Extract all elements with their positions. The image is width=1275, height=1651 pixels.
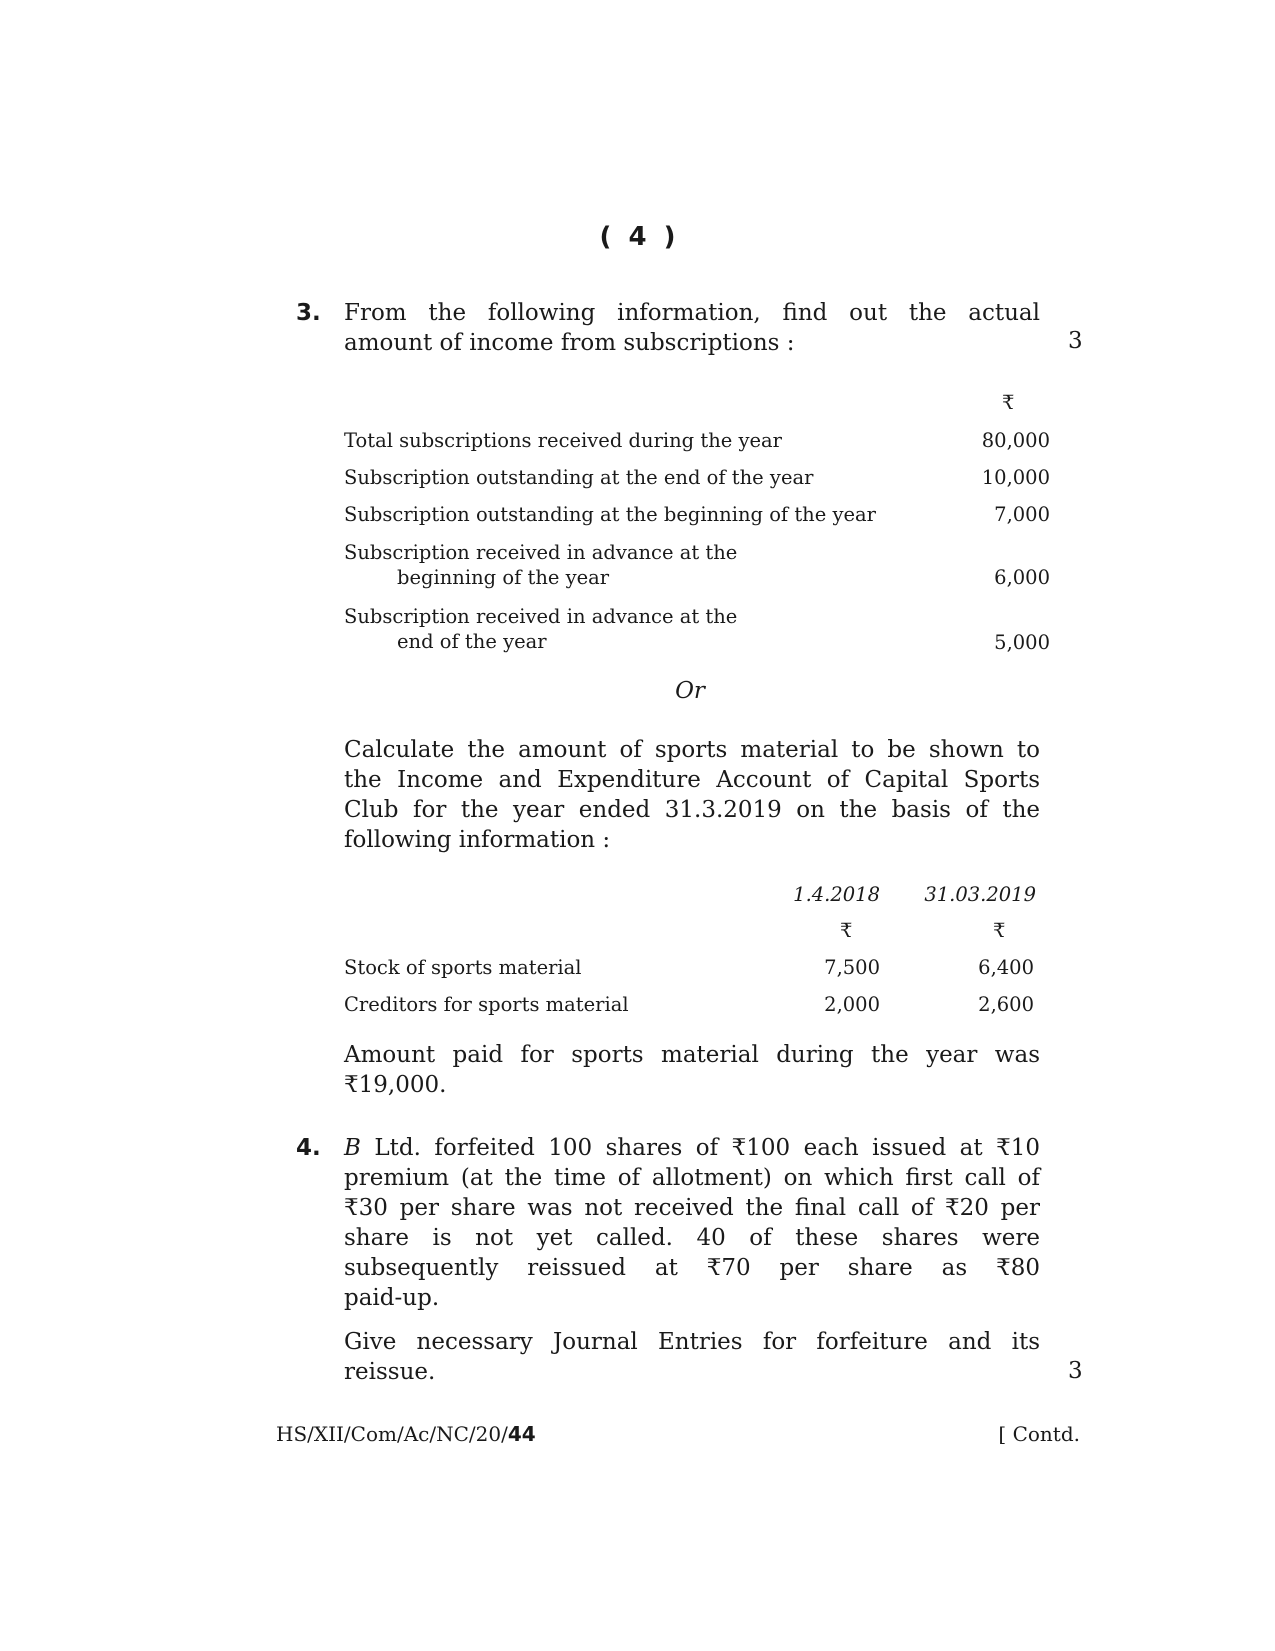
subscription-row-5-label-line-2: end of the year	[397, 630, 547, 653]
subscription-row-2-value: 10,000	[981, 466, 1050, 489]
question-3-line-2: amount of income from subscriptions :	[344, 330, 795, 356]
alternative-question-text	[344, 735, 1040, 855]
amount-paid-line-1: Amount paid for sports material during the year was	[344, 1042, 1040, 1068]
column-date-2: 31.03.2019	[924, 883, 1036, 906]
sports-row-2-value-1: 2,000	[824, 993, 880, 1016]
question-4-instruction-line-2: reissue.	[344, 1359, 436, 1385]
question-3-text	[344, 298, 1040, 358]
question-3-number: 3.	[296, 300, 321, 326]
question-4-instruction-line-1: Give necessary Journal Entries for forfeiture and its	[344, 1329, 1040, 1355]
subscription-row-3-value: 7,000	[994, 503, 1050, 526]
subscription-row-3-label: Subscription outstanding at the beginning of the year	[344, 503, 876, 526]
question-4-line-1-rest: Ltd. forfeited 100 shares of ₹100 each issued at ₹10	[360, 1135, 1040, 1161]
question-4-line-2: premium (at the time of allotment) on which first call of	[344, 1165, 1040, 1191]
alternative-line-1: Calculate the amount of sports material to be shown to	[344, 737, 1040, 763]
sports-row-2-label: Creditors for sports material	[344, 993, 629, 1016]
subscription-row-5-value: 5,000	[994, 631, 1050, 654]
rupee-header: ₹	[1002, 391, 1015, 414]
question-4-line-3: ₹30 per share was not received the final call of ₹20 per	[344, 1195, 1040, 1221]
subscription-row-2-label: Subscription outstanding at the end of the year	[344, 466, 814, 489]
page-number: ( 4 )	[599, 222, 676, 252]
question-4-text	[344, 1133, 1040, 1313]
sports-row-1-value-2: 6,400	[978, 956, 1034, 979]
paper-code	[276, 1422, 536, 1446]
alternative-line-2: the Income and Expenditure Account of Capital Sports	[344, 767, 1040, 793]
subscription-row-5-label-line-1: Subscription received in advance at the	[344, 605, 738, 628]
sports-row-1-value-1: 7,500	[824, 956, 880, 979]
subscription-row-4-value: 6,000	[994, 566, 1050, 589]
question-4-instruction	[344, 1327, 1040, 1387]
question-3-marks: 3	[1068, 328, 1083, 354]
alternative-line-3: Club for the year ended 31.3.2019 on the basis of the	[344, 797, 1040, 823]
question-3-line-1: From the following information, find out the actual	[344, 300, 1040, 326]
amount-paid-line-2: ₹19,000.	[344, 1072, 447, 1098]
paper-code-bold: 44	[507, 1422, 536, 1446]
question-4-line-6: paid-up.	[344, 1285, 440, 1311]
subscription-row-1-value: 80,000	[981, 429, 1050, 452]
continued-label: [ Contd.	[998, 1422, 1080, 1446]
subscription-row-4-label-line-1: Subscription received in advance at the	[344, 541, 738, 564]
column-date-1: 1.4.2018	[793, 883, 880, 906]
rupee-column-1: ₹	[840, 919, 853, 942]
company-name: B	[344, 1135, 361, 1161]
alternative-line-4: following information :	[344, 827, 611, 853]
paper-code-text: HS/XII/Com/Ac/NC/20/	[276, 1422, 508, 1446]
question-4-line-1	[344, 1133, 1040, 1163]
question-4-line-4: share is not yet called. 40 of these shares were	[344, 1225, 1040, 1251]
sports-row-1-label: Stock of sports material	[344, 956, 582, 979]
or-separator: Or	[675, 678, 705, 704]
subscription-row-5-label	[344, 604, 737, 654]
rupee-column-2: ₹	[993, 919, 1006, 942]
subscription-row-1-label: Total subscriptions received during the year	[344, 429, 782, 452]
amount-paid-text	[344, 1040, 1040, 1100]
question-4-number: 4.	[296, 1135, 321, 1161]
question-4-marks: 3	[1068, 1358, 1083, 1384]
subscription-row-4-label-line-2: beginning of the year	[397, 566, 610, 589]
sports-row-2-value-2: 2,600	[978, 993, 1034, 1016]
question-4-line-5: subsequently reissued at ₹70 per share as ₹80	[344, 1255, 1040, 1281]
subscription-row-4-label	[344, 540, 737, 590]
